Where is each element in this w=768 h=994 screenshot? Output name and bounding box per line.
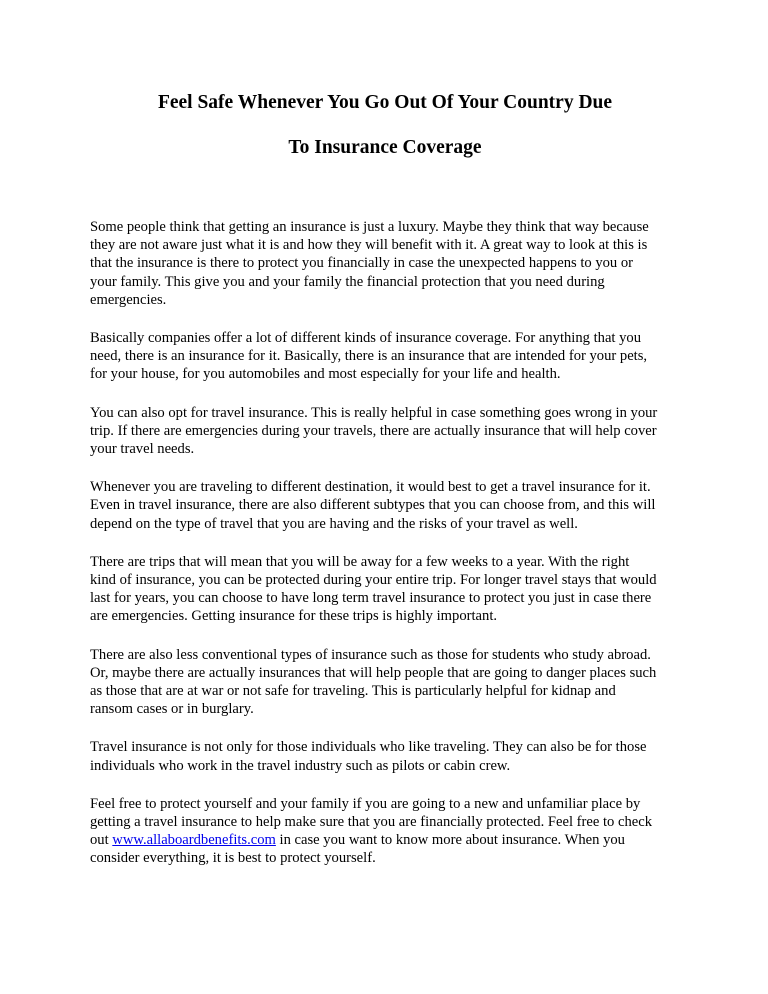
closing-line-prefix: out [90,832,113,849]
paragraph-line: are emergencies. Getting insurance for these trips is highly important. [90,608,498,625]
paragraph-line: depend on the type of travel that you are having and the risks of your travel as well. [90,515,578,532]
paragraph-line: for your house, for you automobiles and most especially for your life and health. [90,366,561,383]
paragraph-line: There are trips that will mean that you will be away for a few weeks to a year. With the right [90,553,630,570]
document-title-line-1: Feel Safe Whenever You Go Out Of Your Country Due [157,92,613,113]
body-paragraph [90,404,686,459]
paragraph-line: they are not aware just what it is and how they will benefit with it. A great way to look at this is [90,237,648,254]
paragraph-line: last for years, you can choose to have long term travel insurance to protect you just in case there [90,590,652,607]
body-paragraph [90,738,686,774]
body-paragraph [90,478,686,533]
closing-paragraph-line [90,831,686,849]
document-title-line-2: To Insurance Coverage [288,137,482,158]
body-paragraph [90,329,686,384]
paragraph-line: emergencies. [90,291,167,308]
closing-line-suffix: in case you want to know more about insurance. When you [275,832,625,849]
document-body [90,218,686,888]
paragraph-line: that the insurance is there to protect you financially in case the unexpected happens to you or [90,255,634,272]
paragraph-line: your family. This give you and your family the financial protection that you need during [90,273,605,290]
paragraph-line: There are also less conventional types of insurance such as those for students who study abroad. [90,646,651,663]
closing-paragraph-line: Feel free to protect yourself and your family if you are going to a new and unfamiliar place by [90,795,641,812]
paragraph-line: Or, maybe there are actually insurances that will help people that are going to danger places such [90,664,657,681]
closing-paragraph-line: getting a travel insurance to help make sure that you are financially protected. Feel free to check [90,814,653,831]
paragraph-list [90,218,686,775]
paragraph-line: Even in travel insurance, there are also different subtypes that you can choose from, and this will [90,497,656,514]
body-paragraph [90,646,686,719]
paragraph-line: need, there is an insurance for it. Basically, there is an insurance that are intended for your pets, [90,348,648,365]
paragraph-line: Some people think that getting an insurance is just a luxury. Maybe they think that way because [90,219,649,235]
allaboard-benefits-link[interactable]: www.allaboardbenefits.com [112,832,276,849]
paragraph-line: your travel needs. [90,441,195,458]
paragraph-line: as those that are at war or not safe for traveling. This is particularly helpful for kidnap and [90,683,616,700]
paragraph-line: individuals who work in the travel industry such as pilots or cabin crew. [90,757,511,774]
body-paragraph [90,553,686,626]
closing-paragraph [90,795,686,868]
paragraph-line: trip. If there are emergencies during your travels, there are actually insurance that will help cover [90,422,657,439]
body-paragraph [90,218,686,309]
paragraph-line: You can also opt for travel insurance. This is really helpful in case something goes wrong in your [90,404,658,421]
paragraph-line: Whenever you are traveling to different destination, it would best to get a travel insurance for it. [90,479,651,496]
paragraph-line: Basically companies offer a lot of different kinds of insurance coverage. For anything that you [90,330,642,347]
paragraph-line: Travel insurance is not only for those individuals who like traveling. They can also be for those [90,739,647,756]
paragraph-line: ransom cases or in burglary. [90,701,254,718]
paragraph-line: kind of insurance, you can be protected during your entire trip. For longer travel stays that would [90,572,657,589]
closing-paragraph-line: consider everything, it is best to protect yourself. [90,850,376,867]
